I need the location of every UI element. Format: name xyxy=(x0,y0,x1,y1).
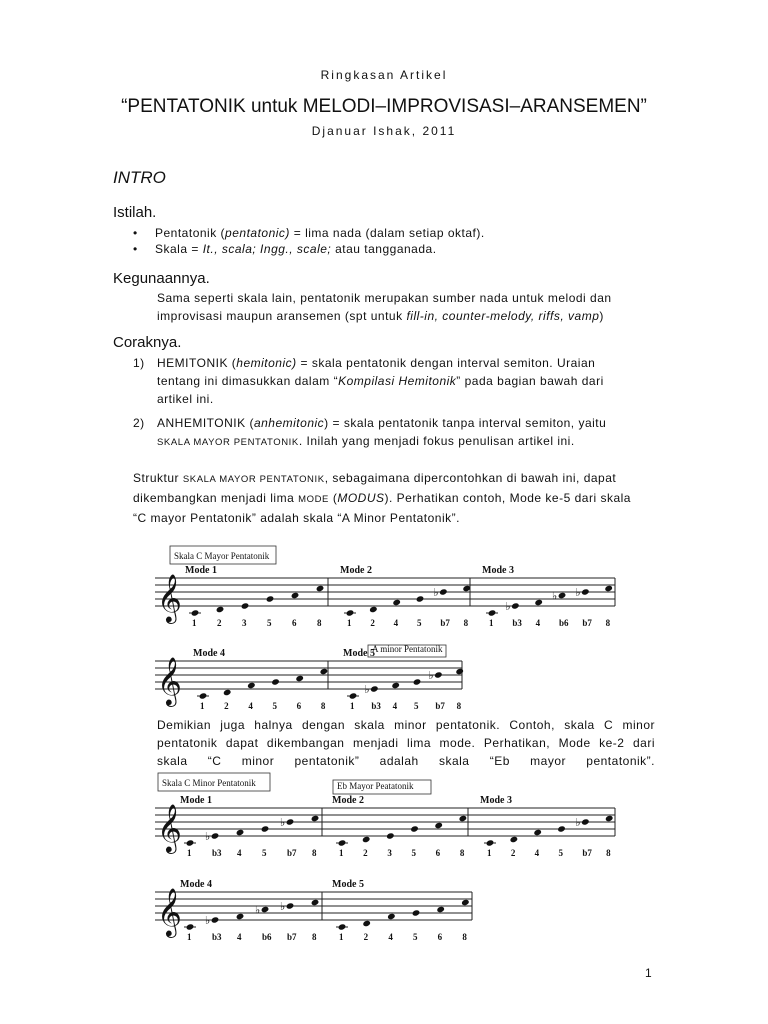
major-mode-5-note xyxy=(434,671,443,678)
major-mode-5-degree-label: b7 xyxy=(435,701,445,711)
major-mode-4-note xyxy=(247,682,256,689)
minor-mode-4-note xyxy=(211,916,220,923)
major-mode-3-degree-label: b6 xyxy=(559,618,569,628)
minor-mode-1-degree-label: b3 xyxy=(212,848,222,858)
major-mode-1-note xyxy=(316,585,325,592)
major-mode-5-flat-icon: ♭ xyxy=(428,670,434,682)
major-mode-3-flat-icon: ♭ xyxy=(575,587,581,599)
major-mode-1-note xyxy=(291,592,300,599)
major-mode-4-note xyxy=(271,678,280,685)
minor-mode-3-note xyxy=(605,815,614,822)
minor-mode-1-flat-icon: ♭ xyxy=(280,817,286,829)
major-mode-5-mode-label: Mode 5 xyxy=(343,648,375,659)
minor-mode-2-degree-label: 2 xyxy=(363,848,368,858)
major-mode-3-note xyxy=(581,588,590,595)
minor-mode-4-degree-label: b7 xyxy=(287,932,297,942)
bullet-icon: • xyxy=(133,226,138,240)
major-mode-5-degree-label: b3 xyxy=(371,701,381,711)
major-mode-1-note xyxy=(191,609,200,616)
major-mode-3-flat-icon: ♭ xyxy=(552,590,558,603)
minor-mode-3-flat-icon: ♭ xyxy=(575,817,581,829)
major-mode-4-note xyxy=(320,668,329,675)
minor-mode-4-note xyxy=(261,906,270,913)
istilah-heading: Istilah. xyxy=(113,204,157,221)
article-kicker: Ringkasan Artikel xyxy=(320,68,448,82)
major-mode-3-degree-label: 8 xyxy=(605,618,611,628)
minor-mode-2-note xyxy=(459,815,468,822)
minor-mode-1-note xyxy=(211,832,220,839)
minor-mode-2-degree-label: 8 xyxy=(459,848,465,858)
minor-mode-4-degree-label: 4 xyxy=(237,932,242,942)
major-mode-2-note xyxy=(439,588,448,595)
kegunaan-paragraph: Sama seperti skala lain, pentatonik merupakan sumber nada untuk melodi dan improvisasi maupun aransemen (spt untuk fill-in, counter-melody, riffs, vamp) xyxy=(157,291,612,323)
major-mode-4-degree-label: 1 xyxy=(200,701,205,711)
major-mode-5-degree-label: 5 xyxy=(414,701,419,711)
minor-mode-5-degree-label: 4 xyxy=(388,932,393,942)
major-mode-3-note xyxy=(604,585,613,592)
major-scale-box-label: Skala C Mayor Pentatonik xyxy=(174,551,270,561)
minor-mode-5-note xyxy=(338,923,347,930)
minor-mode-1-degree-label: 5 xyxy=(262,848,267,858)
minor-mode-4-note xyxy=(186,923,195,930)
major-mode-3-note xyxy=(558,592,567,599)
major-mode-5-note xyxy=(391,682,400,689)
major-mode-1-note xyxy=(266,595,275,602)
minor-mode-5-note xyxy=(436,906,445,913)
major-mode-2-note xyxy=(416,595,425,602)
major-mode-3-degree-label: 1 xyxy=(489,618,494,628)
minor-mode-2-degree-label: 5 xyxy=(411,848,416,858)
major-mode-4-degree-label: 6 xyxy=(296,701,302,711)
minor-mode-2-note xyxy=(386,832,395,839)
major-mode-2-degree-label: 2 xyxy=(370,618,375,628)
minor-mode-5-note xyxy=(412,909,421,916)
major-mode-4-degree-label: 8 xyxy=(320,701,326,711)
major-mode-4-note xyxy=(199,692,208,699)
minor-mode-2-note xyxy=(434,822,443,829)
major-mode-2-note xyxy=(392,599,401,606)
major-mode-4-degree-label: 4 xyxy=(248,701,253,711)
minor-mode-3-degree-label: 8 xyxy=(606,848,611,858)
treble-clef-icon: 𝄞 xyxy=(157,576,182,622)
section-intro-heading: INTRO xyxy=(113,168,166,187)
minor-mode-4-flat-icon: ♭ xyxy=(280,901,286,913)
minor-mode-5-degree-label: 5 xyxy=(413,932,418,942)
major-mode-3-degree-label: 4 xyxy=(535,618,541,628)
major-mode-4-note xyxy=(223,689,232,696)
bullet-icon: • xyxy=(133,242,138,256)
major-mode-3-note xyxy=(488,609,497,616)
minor-mode-1-note xyxy=(311,815,320,822)
minor-mode-5-note xyxy=(362,920,371,927)
minor-mode-4-mode-label: Mode 4 xyxy=(180,879,212,890)
major-mode-3-flat-icon: ♭ xyxy=(505,601,511,613)
major-mode-1-mode-label: Mode 1 xyxy=(185,565,217,576)
major-mode-1-degree-label: 1 xyxy=(192,618,197,628)
minor-mode-1-mode-label: Mode 1 xyxy=(180,795,212,806)
major-mode-4-mode-label: Mode 4 xyxy=(193,648,225,659)
minor-mode-3-note xyxy=(557,825,566,832)
minor-mode-5-mode-label: Mode 5 xyxy=(332,879,364,890)
minor-mode-1-degree-label: b7 xyxy=(287,848,297,858)
minor-mode-3-degree-label: 5 xyxy=(558,848,563,858)
minor-mode-4-flat-icon: ♭ xyxy=(205,915,211,927)
major-mode-5-note xyxy=(370,685,379,692)
minor-mode-3-note xyxy=(533,829,542,836)
major-mode-5-flat-icon: ♭ xyxy=(364,684,370,696)
major-mode-2-note xyxy=(369,606,378,613)
treble-clef-icon: 𝄞 xyxy=(157,890,182,936)
eb-major-box-label: Eb Mayor Peatatonik xyxy=(337,781,414,791)
minor-mode-1-degree-label: 1 xyxy=(187,848,192,858)
major-mode-3-degree-label: b7 xyxy=(582,618,592,628)
major-mode-2-flat-icon: ♭ xyxy=(433,587,439,599)
minor-mode-3-degree-label: 2 xyxy=(510,848,516,858)
minor-mode-3-degree-label: 1 xyxy=(487,848,492,858)
major-mode-5-degree-label: 4 xyxy=(392,701,398,711)
major-mode-2-degree-label: 5 xyxy=(417,618,422,628)
minor-mode-3-note xyxy=(510,836,519,843)
major-mode-3-degree-label: b3 xyxy=(512,618,522,628)
page-number: 1 xyxy=(645,966,652,980)
minor-paragraph: Demikian juga halnya dengan skala minor pentatonik. Contoh, skala C minor pentatonik dapat dikembangan menjadi lima mode. Perhatikan, Mode ke-2 dari skala “C minor pentatonik” adalah skala “Eb mayor pentatonik”. xyxy=(157,718,655,768)
major-mode-2-degree-label: 4 xyxy=(393,618,399,628)
major-mode-5-note xyxy=(349,692,358,699)
major-mode-2-note xyxy=(346,609,355,616)
minor-mode-1-note xyxy=(186,839,195,846)
major-mode-1-degree-label: 3 xyxy=(242,618,247,628)
article-title: “PENTATONIK untuk MELODI–IMPROVISASI–ARANSEMEN” xyxy=(121,96,647,117)
minor-mode-2-mode-label: Mode 2 xyxy=(332,795,364,806)
minor-mode-4-flat-icon: ♭ xyxy=(255,904,261,917)
minor-mode-1-degree-label: 8 xyxy=(312,848,317,858)
major-mode-1-degree-label: 6 xyxy=(292,618,297,628)
minor-mode-5-note xyxy=(461,899,470,906)
major-mode-2-degree-label: 1 xyxy=(347,618,352,628)
kegunaan-heading: Kegunaannya. xyxy=(113,270,210,287)
minor-mode-3-note xyxy=(486,839,495,846)
minor-mode-2-note xyxy=(362,836,371,843)
major-mode-3-note xyxy=(511,602,520,609)
minor-mode-3-mode-label: Mode 3 xyxy=(480,795,512,806)
minor-mode-2-degree-label: 3 xyxy=(387,848,392,858)
major-mode-1-note xyxy=(216,606,225,613)
major-mode-4-degree-label: 2 xyxy=(224,701,229,711)
minor-mode-4-degree-label: 1 xyxy=(187,932,192,942)
minor-mode-1-degree-label: 4 xyxy=(237,848,242,858)
minor-mode-2-note xyxy=(338,839,347,846)
minor-mode-2-degree-label: 1 xyxy=(339,848,344,858)
minor-mode-1-note xyxy=(286,818,295,825)
minor-mode-1-flat-icon: ♭ xyxy=(205,831,211,843)
minor-mode-1-note xyxy=(261,825,270,832)
major-mode-4-note xyxy=(295,675,304,682)
minor-mode-4-note xyxy=(286,902,295,909)
minor-mode-4-degree-label: b3 xyxy=(212,932,222,942)
minor-mode-2-note xyxy=(410,825,419,832)
struktur-paragraph: Struktur SKALA MAYOR PENTATONIK, sebagaimana dipercontohkan di bawah ini, dapat dikembangkan menjadi lima MODE (MODUS). Perhatikan contoh, Mode ke-5 dari skala “C mayor Pentatonik” adalah skala “A Minor Pentatonik”. xyxy=(133,471,631,525)
minor-mode-5-degree-label: 8 xyxy=(462,932,467,942)
minor-mode-3-degree-label: b7 xyxy=(582,848,592,858)
major-mode-1-degree-label: 8 xyxy=(317,618,322,628)
minor-mode-1-note xyxy=(236,829,245,836)
a-minor-box-label: A minor Pentatonik xyxy=(372,644,443,654)
treble-clef-icon: 𝄞 xyxy=(157,659,182,705)
treble-clef-icon: 𝄞 xyxy=(157,806,182,852)
major-mode-1-degree-label: 2 xyxy=(217,618,222,628)
major-mode-2-degree-label: b7 xyxy=(440,618,450,628)
minor-mode-4-note xyxy=(236,913,245,920)
major-mode-1-degree-label: 5 xyxy=(267,618,272,628)
major-mode-3-note xyxy=(534,599,543,606)
minor-mode-5-degree-label: 2 xyxy=(363,932,369,942)
major-mode-5-note xyxy=(413,678,422,685)
minor-mode-5-note xyxy=(387,913,396,920)
minor-mode-3-note xyxy=(581,818,590,825)
major-mode-5-degree-label: 1 xyxy=(350,701,355,711)
minor-mode-2-degree-label: 6 xyxy=(435,848,441,858)
minor-mode-5-degree-label: 6 xyxy=(437,932,443,942)
minor-scale-box-label: Skala C Minor Pentatonik xyxy=(162,778,256,788)
minor-mode-3-degree-label: 4 xyxy=(534,848,540,858)
minor-mode-4-note xyxy=(311,899,320,906)
major-mode-2-degree-label: 8 xyxy=(463,618,469,628)
article-author: Djanuar Ishak, 2011 xyxy=(311,124,457,138)
major-mode-5-degree-label: 8 xyxy=(456,701,462,711)
minor-mode-4-degree-label: b6 xyxy=(262,932,272,942)
major-mode-1-note xyxy=(241,602,250,609)
minor-mode-4-degree-label: 8 xyxy=(312,932,317,942)
corak-heading: Coraknya. xyxy=(113,334,182,351)
minor-mode-5-degree-label: 1 xyxy=(339,932,344,942)
major-mode-3-mode-label: Mode 3 xyxy=(482,565,514,576)
major-mode-4-degree-label: 5 xyxy=(272,701,277,711)
major-mode-5-note xyxy=(455,668,464,675)
major-mode-2-mode-label: Mode 2 xyxy=(340,565,372,576)
